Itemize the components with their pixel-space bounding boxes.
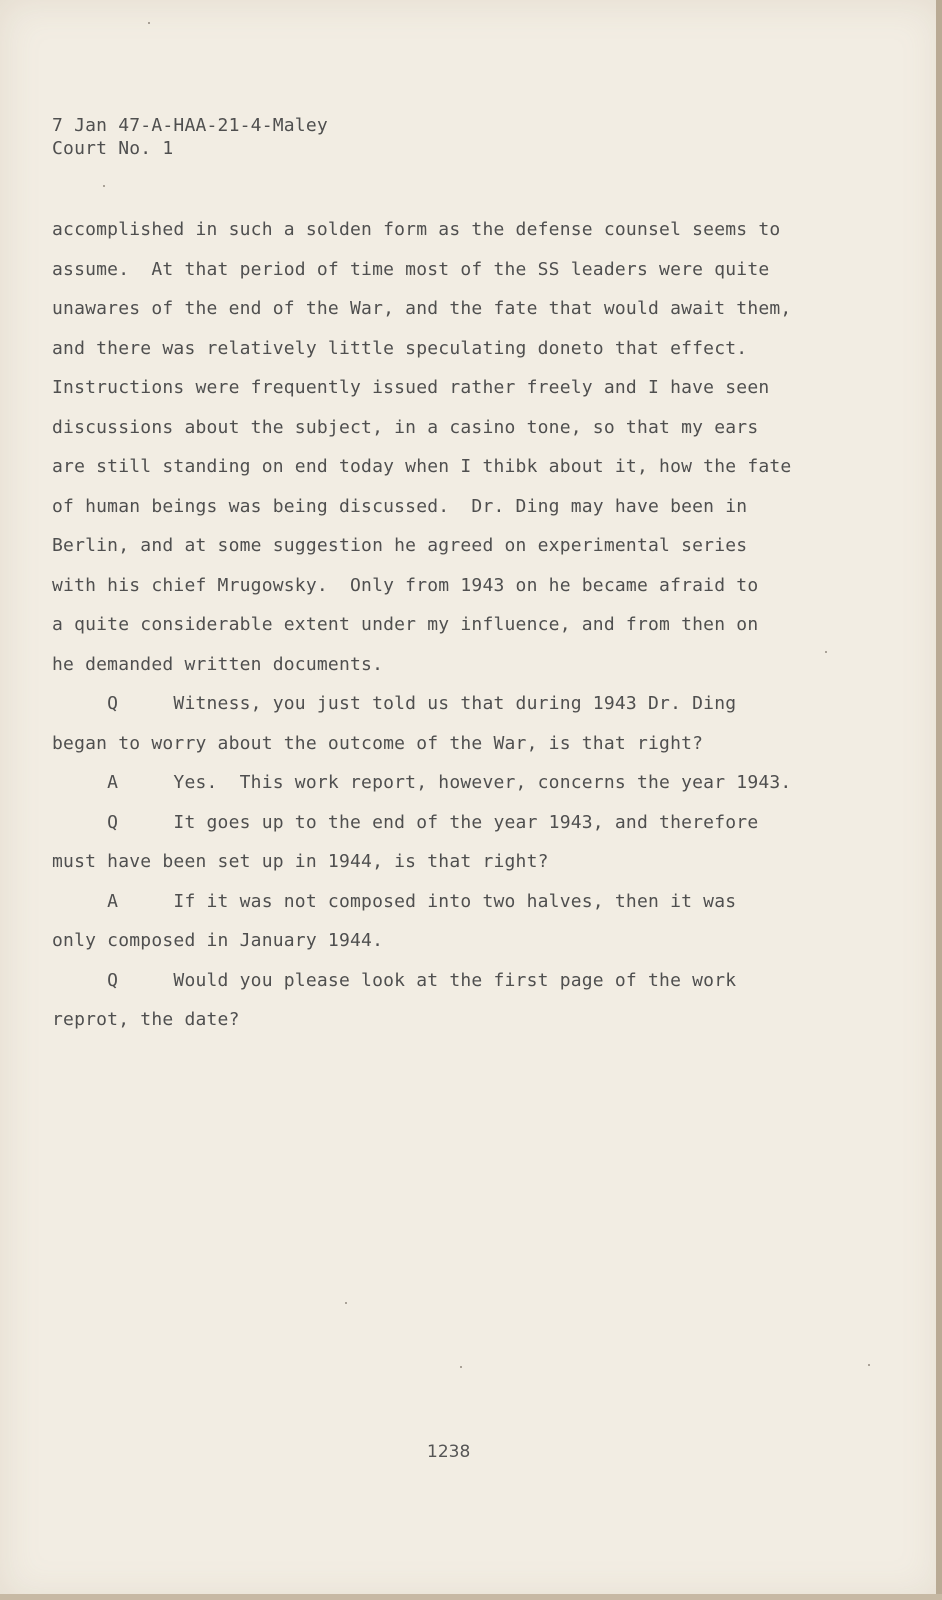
transcript-line: with his chief Mrugowsky. Only from 1943 on he became afraid to [52,574,759,596]
transcript-line: began to worry about the outcome of the War, is that right? [52,732,704,754]
page-edge-bottom [0,1594,942,1600]
transcript-line: accomplished in such a solden form as the defense counsel seems to [52,219,781,240]
header-reference: 7 Jan 47-A-HAA-21-4-Maley [52,115,328,136]
transcript-line: and there was relatively little speculating doneto that effect. [52,337,748,359]
document-header [52,114,328,160]
transcript-body [52,210,892,1040]
question-line: Q Witness, you just told us that during 1943 Dr. Ding [52,693,737,714]
transcript-line: he demanded written documents. [52,653,384,675]
transcript-line: reprot, the date? [52,1009,240,1030]
transcript-line: only composed in January 1944. [52,930,384,951]
transcript-line: a quite considerable extent under my influence, and from then on [52,614,759,635]
header-court: Court No. 1 [52,138,174,159]
answer-line: A Yes. This work report, however, concerns the year 1943. [52,772,792,793]
transcript-line: unawares of the end of the War, and the fate that would await them, [52,298,792,319]
transcript-line: are still standing on end today when I thibk about it, how the fate [52,456,792,477]
page-edge-right [936,0,942,1600]
question-line: Q Would you please look at the first page of the work [52,969,737,991]
transcript-line: must have been set up in 1944, is that right? [52,851,549,872]
transcript-line: assume. At that period of time most of the SS leaders were quite [52,258,770,280]
transcript-line: Berlin, and at some suggestion he agreed on experimental series [52,535,748,556]
transcript-line: Instructions were frequently issued rather freely and I have seen [52,377,770,398]
page-number: 1238 [427,1442,471,1462]
answer-line: A If it was not composed into two halves, then it was [52,890,737,912]
transcript-line: of human beings was being discussed. Dr. Ding may have been in [52,495,748,517]
transcript-line: discussions about the subject, in a casino tone, so that my ears [52,416,759,438]
question-line: Q It goes up to the end of the year 1943, and therefore [52,811,759,833]
